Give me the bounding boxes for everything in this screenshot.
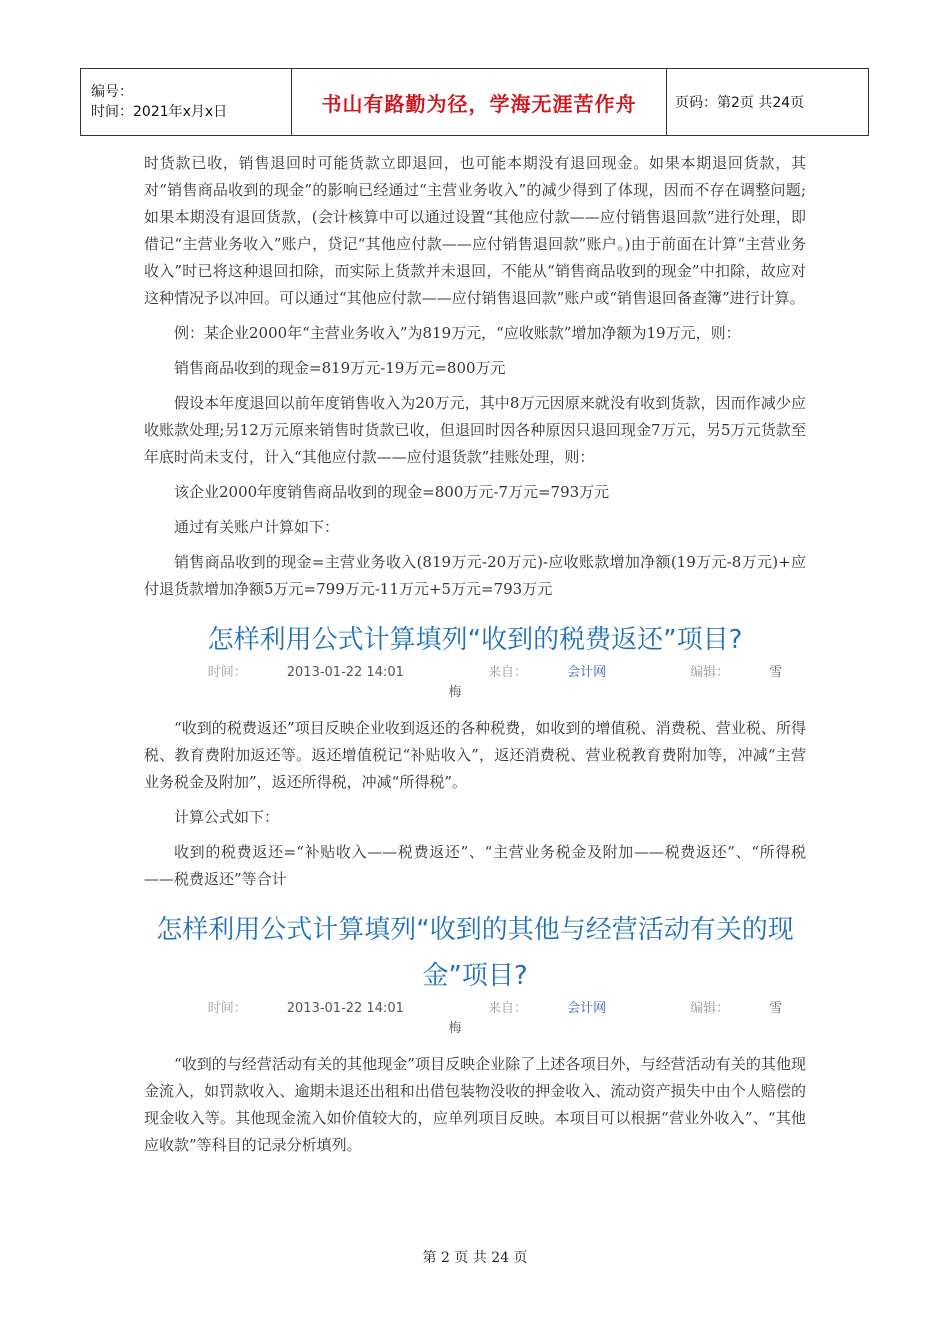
time-value: 2013-01-22 14:01 (286, 665, 404, 680)
paragraph: 销售商品收到的现金=819万元-19万元=800万元 (174, 359, 506, 377)
time-value: 2013-01-22 14:01 (286, 1001, 404, 1016)
paragraph: 收到的税费返还=“补贴收入——税费返还”、“主营业务税金及附加——税费返还”、“所得税——税费返还”等合计 (144, 843, 806, 888)
paragraph: “收到的与经营活动有关的其他现金”项目反映企业除了上述各项目外，与经营活动有关的其他现金流入，如罚款收入、逾期未退还出租和出借包装物没收的押金收入、流动资产损失中由个人赔偿的现金收入等。其他现金流入如价值较大的，应单列项目反映。本项目可以根据“营业外收入”、“其他应收款”等科目的记录分析填列。 (144, 1055, 806, 1154)
paragraph: 通过有关账户计算如下： (174, 518, 340, 536)
page-footer: 第 2 页 共 24 页 (422, 1250, 528, 1266)
source-label: 来自： (488, 1001, 528, 1016)
editor-value: 雪梅 (448, 1001, 783, 1036)
time-label: 时间： (207, 665, 247, 680)
source-label: 来自： (488, 665, 528, 680)
document-body (144, 150, 806, 1167)
article-meta (144, 663, 806, 703)
number-label: 编号： (91, 84, 133, 100)
paragraph: 假设本年度退回以前年度销售收入为20万元，其中8万元因原来就没有收到货款，因而作减少应收账款处理;另12万元原来销售时货款已收，但退回时因各种原因只退回现金7万元，另5万元货款至年底时尚未支付，计入“其他应付款——应付退货款”挂账处理，则： (144, 394, 806, 466)
editor-value: 雪梅 (448, 665, 783, 700)
article-title: 怎样利用公式计算填列“收到的其他与经营活动有关的现金”项目? (156, 915, 794, 991)
header-page-number: 页码：第2页 共24页 (667, 69, 869, 136)
header-meta (81, 69, 292, 136)
time-label: 时间： (207, 1001, 247, 1016)
page-header (80, 68, 869, 136)
paragraph: “收到的税费返还”项目反映企业收到返还的各种税费，如收到的增值税、消费税、营业税、所得税、教育费附加返还等。返还增值税记“补贴收入”，返还消费税、营业税教育费附加等，冲减“主营业务税金及附加”，返还所得税，冲减“所得税”。 (144, 719, 806, 791)
article-meta (144, 999, 806, 1039)
paragraph: 时货款已收，销售退回时可能货款立即退回，也可能本期没有退回现金。如果本期退回货款，其对“销售商品收到的现金”的影响已经通过“主营业务收入”的减少得到了体现，因而不存在调整问题;如果本期没有退回货款，(会计核算中可以通过设置“其他应付款——应付销售退回款”进行处理，即借记“主营业务收入”账户，贷记“其他应付款——应付销售退回款”账户。)由于前面在计算“主营业务收入”时已将这种退回扣除，而实际上货款并未退回，不能从“销售商品收到的现金”中扣除，故应对这种情况予以冲回。可以通过“其他应付款——应付销售退回款”账户或“销售退回备查簿”进行计算。 (144, 154, 806, 307)
paragraph: 例：某企业2000年“主营业务收入”为819万元，“应收账款”增加净额为19万元，则： (174, 324, 741, 342)
source-link[interactable]: 会计网 (567, 665, 607, 680)
header-motto: 书山有路勤为径，学海无涯苦作舟 (292, 69, 667, 136)
editor-label: 编辑： (690, 1001, 730, 1016)
paragraph: 该企业2000年度销售商品收到的现金=800万元-7万元=793万元 (174, 483, 610, 501)
article-title: 怎样利用公式计算填列“收到的税费返还”项目? (207, 625, 743, 655)
editor-label: 编辑： (690, 665, 730, 680)
time-label: 时间：2021年x月x日 (91, 104, 228, 120)
paragraph: 计算公式如下： (174, 808, 280, 826)
paragraph: 销售商品收到的现金=主营业务收入(819万元-20万元)-应收账款增加净额(19万元-8万元)+应付退货款增加净额5万元=799万元-11万元+5万元=793万元 (144, 553, 806, 598)
source-link[interactable]: 会计网 (567, 1001, 607, 1016)
